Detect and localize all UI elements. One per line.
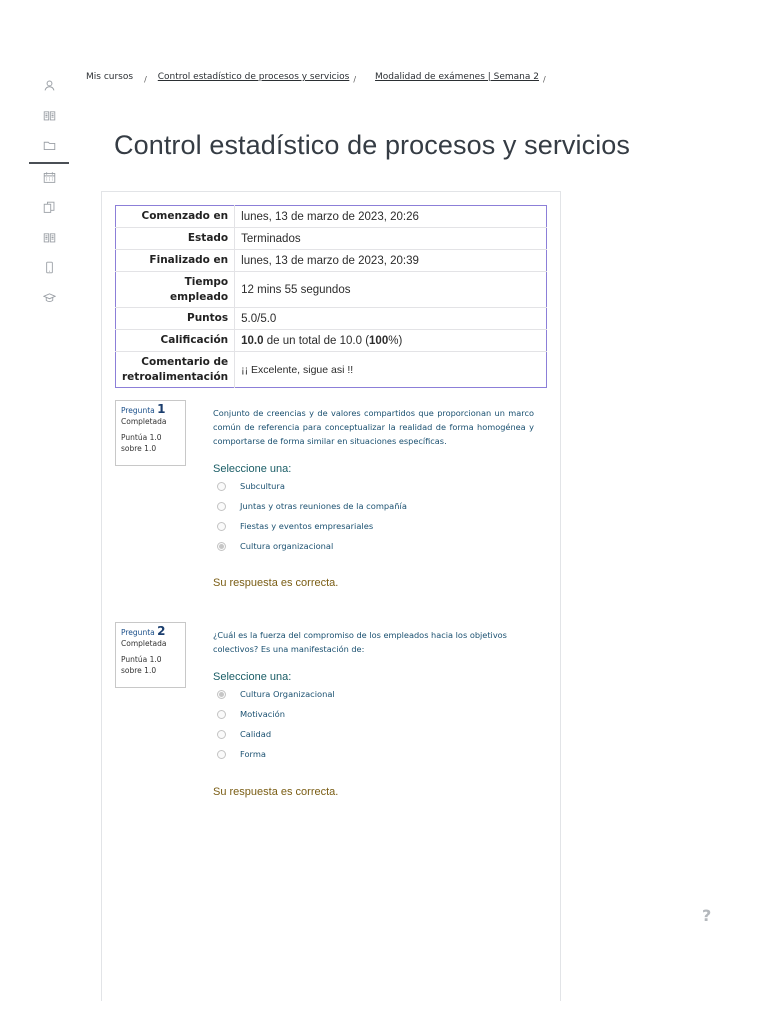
summary-label: Finalizado en	[116, 250, 235, 272]
graduation-cap-icon[interactable]	[28, 288, 70, 306]
answer-option[interactable]	[217, 481, 285, 491]
summary-value	[235, 330, 547, 352]
answer-option-label: Forma	[240, 749, 266, 759]
summary-row	[116, 308, 547, 330]
help-button[interactable]: ?	[702, 906, 712, 925]
calendar-icon[interactable]	[28, 168, 70, 186]
radio-button[interactable]	[217, 730, 226, 739]
breadcrumb	[86, 72, 551, 82]
summary-label: Comenzado en	[116, 206, 235, 228]
question-state: Completada	[121, 417, 167, 426]
summary-value: Terminados	[235, 228, 547, 250]
question-text: ¿Cuál es la fuerza del compromiso de los empleados hacia los objetivos colectivos? Es una manifestación de:	[213, 630, 507, 654]
folder-icon[interactable]	[28, 136, 70, 154]
radio-button[interactable]	[217, 482, 226, 491]
breadcrumb-course[interactable]: Control estadístico de procesos y servicios	[157, 72, 350, 82]
answer-option-label: Cultura organizacional	[240, 541, 334, 551]
answer-prompt: Seleccione una:	[213, 463, 292, 475]
answer-option-label: Cultura Organizacional	[240, 689, 335, 699]
attempt-summary-table	[115, 205, 547, 388]
answer-option-label: Motivación	[240, 709, 285, 719]
summary-value: ¡¡ Excelente, sigue asi !!	[235, 352, 547, 388]
answer-option-label: Fiestas y eventos empresariales	[240, 521, 374, 531]
breadcrumb-exam-week[interactable]: Modalidad de exámenes | Semana 2	[375, 72, 539, 82]
files-icon[interactable]	[28, 198, 70, 216]
breadcrumb-separator: /	[144, 74, 147, 84]
question-state: Completada	[121, 639, 167, 648]
question-score: Puntúa 1.0 sobre 1.0	[121, 655, 162, 675]
breadcrumb-separator: /	[353, 74, 357, 84]
question-info-box	[115, 622, 186, 688]
grade-suffix: %)	[388, 334, 403, 347]
question-number: 1	[157, 402, 166, 416]
summary-label: Calificación	[116, 330, 235, 352]
answer-option[interactable]	[217, 749, 266, 759]
answer-option[interactable]	[217, 729, 271, 739]
summary-value: lunes, 13 de marzo de 2023, 20:39	[235, 250, 547, 272]
answer-option-selected[interactable]	[217, 541, 333, 551]
radio-button[interactable]	[217, 522, 226, 531]
summary-label: Comentario de retroalimentación	[116, 352, 235, 388]
summary-label: Tiempo empleado	[116, 272, 235, 308]
radio-button[interactable]	[217, 502, 226, 511]
answer-option[interactable]	[217, 521, 373, 531]
answer-option-selected[interactable]	[217, 689, 335, 699]
library-icon[interactable]	[28, 228, 70, 246]
question-label: Pregunta	[121, 628, 155, 637]
grade-score: 10.0	[241, 334, 264, 347]
page-title: Control estadístico de procesos y servicios	[114, 130, 631, 160]
question-label: Pregunta	[121, 406, 155, 415]
summary-row	[116, 272, 547, 308]
active-nav-indicator	[29, 162, 69, 164]
summary-value: lunes, 13 de marzo de 2023, 20:26	[241, 210, 419, 223]
question-info-box	[115, 400, 186, 466]
grade-total: de un total de 10.0 (	[263, 334, 370, 347]
summary-row	[116, 228, 547, 250]
summary-row	[116, 206, 547, 228]
summary-value: 5.0/5.0	[235, 308, 547, 330]
radio-button[interactable]	[217, 710, 226, 719]
summary-label: Puntos	[116, 308, 235, 330]
question-text: Conjunto de creencias y de valores compartidos que proporcionan un marco común de referencia para conceptualizar la realidad de forma homogénea y comportarse de forma similar en situaciones específicas.	[213, 408, 534, 446]
book-icon[interactable]	[28, 106, 70, 124]
profile-icon[interactable]	[28, 76, 70, 94]
answer-option[interactable]	[217, 501, 407, 511]
mobile-icon[interactable]	[28, 258, 70, 276]
radio-button[interactable]	[217, 750, 226, 759]
summary-row	[116, 330, 547, 352]
answer-option[interactable]	[217, 709, 285, 719]
answer-option-label: Calidad	[240, 729, 272, 739]
question-number: 2	[157, 624, 166, 638]
answer-feedback: Su respuesta es correcta.	[213, 577, 339, 589]
summary-value: 12 mins 55 segundos	[235, 272, 547, 308]
answer-option-label: Juntas y otras reuniones de la compañía	[240, 501, 407, 511]
grade-percent: 100	[369, 334, 389, 347]
summary-label: Estado	[116, 228, 235, 250]
answer-prompt: Seleccione una:	[213, 671, 292, 683]
answer-option-label: Subcultura	[240, 481, 285, 491]
breadcrumb-my-courses[interactable]: Mis cursos	[86, 72, 134, 82]
answer-feedback: Su respuesta es correcta.	[213, 786, 339, 798]
summary-row	[116, 250, 547, 272]
radio-button-checked[interactable]	[217, 542, 226, 551]
radio-button-checked[interactable]	[217, 690, 226, 699]
breadcrumb-separator: /	[543, 74, 546, 84]
summary-row	[116, 352, 547, 388]
question-score: Puntúa 1.0 sobre 1.0	[121, 433, 162, 453]
